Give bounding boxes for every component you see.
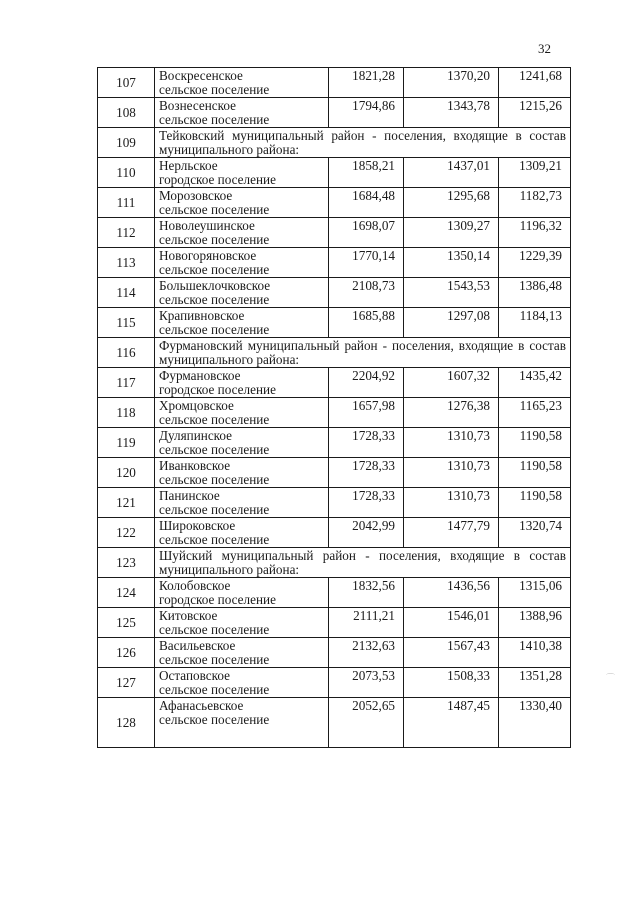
tariff-value-3: 1190,58: [499, 488, 571, 518]
table-row: [98, 578, 571, 608]
district-title: Тейковский муниципальный район - поселения, входящие в состав муниципального района:: [155, 128, 571, 158]
settlement-name: [155, 458, 329, 488]
district-header-row: [98, 338, 571, 368]
settlement-title: Колобовское: [159, 578, 231, 593]
settlement-type: сельское поселение: [159, 262, 270, 277]
tariff-value-3: 1165,23: [499, 398, 571, 428]
tariff-value-3: 1190,58: [499, 428, 571, 458]
tariff-value-2: 1310,73: [404, 488, 499, 518]
settlement-title: Васильевское: [159, 638, 236, 653]
row-number: 115: [98, 308, 155, 338]
row-number: 116: [98, 338, 155, 368]
tariff-value-3: 1184,13: [499, 308, 571, 338]
settlement-type: сельское поселение: [159, 292, 270, 307]
settlement-type: сельское поселение: [159, 412, 270, 427]
table-row: [98, 158, 571, 188]
settlement-title: Китовское: [159, 608, 218, 623]
settlement-name: [155, 218, 329, 248]
settlement-title: Дуляпинское: [159, 428, 233, 443]
settlement-name: [155, 158, 329, 188]
settlement-title: Фурмановское: [159, 368, 241, 383]
settlement-name: [155, 398, 329, 428]
tariff-value-2: 1546,01: [404, 608, 499, 638]
row-number: 122: [98, 518, 155, 548]
settlement-title: Нерльское: [159, 158, 218, 173]
tariff-value-2: 1310,73: [404, 428, 499, 458]
settlement-type: сельское поселение: [159, 202, 270, 217]
tariff-value-3: 1309,21: [499, 158, 571, 188]
settlement-name: [155, 518, 329, 548]
tariff-value-2: 1436,56: [404, 578, 499, 608]
row-number: 127: [98, 668, 155, 698]
settlement-title: Широковское: [159, 518, 236, 533]
settlement-type: сельское поселение: [159, 442, 270, 457]
tariff-value-1: 2132,63: [329, 638, 404, 668]
tariff-value-1: 2052,65: [329, 698, 404, 748]
settlement-type: сельское поселение: [159, 472, 270, 487]
tariff-value-2: 1508,33: [404, 668, 499, 698]
settlement-title: Крапивновское: [159, 308, 245, 323]
tariff-value-1: 1821,28: [329, 68, 404, 98]
district-header-row: [98, 128, 571, 158]
tariff-value-2: 1310,73: [404, 458, 499, 488]
table-row: [98, 98, 571, 128]
tariff-value-1: 2042,99: [329, 518, 404, 548]
settlement-type: сельское поселение: [159, 322, 270, 337]
row-number: 121: [98, 488, 155, 518]
tariff-value-2: 1477,79: [404, 518, 499, 548]
table-row: [98, 638, 571, 668]
row-number: 119: [98, 428, 155, 458]
row-number: 111: [98, 188, 155, 218]
settlement-type: сельское поселение: [159, 712, 270, 727]
settlement-name: [155, 428, 329, 458]
tariff-value-2: 1309,27: [404, 218, 499, 248]
district-title: Шуйский муниципальный район - поселения, входящие в состав муниципального района:: [155, 548, 571, 578]
settlement-title: Новогоряновское: [159, 248, 257, 263]
table-row: [98, 278, 571, 308]
settlement-type: городское поселение: [159, 382, 276, 397]
settlement-name: [155, 668, 329, 698]
tariff-value-2: 1350,14: [404, 248, 499, 278]
settlement-type: сельское поселение: [159, 682, 270, 697]
settlement-type: городское поселение: [159, 592, 276, 607]
tariff-value-2: 1543,53: [404, 278, 499, 308]
row-number: 107: [98, 68, 155, 98]
settlement-name: [155, 188, 329, 218]
tariff-value-3: 1435,42: [499, 368, 571, 398]
settlement-name: [155, 578, 329, 608]
settlement-type: сельское поселение: [159, 532, 270, 547]
settlement-title: Большеклочковское: [159, 278, 271, 293]
tariff-value-3: 1241,68: [499, 68, 571, 98]
row-number: 124: [98, 578, 155, 608]
tariff-value-1: 1832,56: [329, 578, 404, 608]
settlement-name: [155, 248, 329, 278]
tariff-value-1: 1728,33: [329, 458, 404, 488]
table-row: [98, 428, 571, 458]
settlement-name: [155, 638, 329, 668]
tariff-value-2: 1487,45: [404, 698, 499, 748]
tariff-value-1: 2108,73: [329, 278, 404, 308]
table-row: [98, 248, 571, 278]
settlement-type: сельское поселение: [159, 232, 270, 247]
settlement-type: сельское поселение: [159, 502, 270, 517]
row-number: 125: [98, 608, 155, 638]
page-number: 32: [538, 41, 551, 56]
table-row: [98, 188, 571, 218]
tariff-value-3: 1196,32: [499, 218, 571, 248]
tariff-value-2: 1343,78: [404, 98, 499, 128]
settlement-title: Афанасьевское: [159, 698, 244, 713]
settlement-name: [155, 698, 329, 748]
tariff-value-1: 1698,07: [329, 218, 404, 248]
table-row: [98, 518, 571, 548]
tariff-value-3: 1386,48: [499, 278, 571, 308]
row-number: 118: [98, 398, 155, 428]
table-row: [98, 608, 571, 638]
settlement-title: Иванковское: [159, 458, 231, 473]
scan-mark: ⌒: [606, 673, 616, 683]
row-number: 113: [98, 248, 155, 278]
row-number: 108: [98, 98, 155, 128]
tariff-value-1: 2073,53: [329, 668, 404, 698]
tariff-value-1: 1657,98: [329, 398, 404, 428]
settlement-title: Панинское: [159, 488, 220, 503]
tariff-value-2: 1437,01: [404, 158, 499, 188]
settlement-name: [155, 68, 329, 98]
row-number: 112: [98, 218, 155, 248]
settlement-name: [155, 608, 329, 638]
tariff-value-3: 1320,74: [499, 518, 571, 548]
tariff-value-1: 1684,48: [329, 188, 404, 218]
settlement-type: сельское поселение: [159, 82, 270, 97]
settlement-type: сельское поселение: [159, 622, 270, 637]
table-row: [98, 218, 571, 248]
row-number: 110: [98, 158, 155, 188]
settlement-name: [155, 368, 329, 398]
tariff-value-2: 1276,38: [404, 398, 499, 428]
tariff-value-1: 1685,88: [329, 308, 404, 338]
table-row: [98, 308, 571, 338]
settlement-name: [155, 488, 329, 518]
tariff-value-1: 1728,33: [329, 488, 404, 518]
row-number: 117: [98, 368, 155, 398]
tariff-value-3: 1330,40: [499, 698, 571, 748]
settlement-title: Воскресенское: [159, 68, 243, 83]
row-number: 109: [98, 128, 155, 158]
tariff-value-3: 1351,28: [499, 668, 571, 698]
tariff-value-2: 1295,68: [404, 188, 499, 218]
settlement-title: Остаповское: [159, 668, 230, 683]
row-number: 128: [98, 698, 155, 748]
table-row: [98, 458, 571, 488]
row-number: 126: [98, 638, 155, 668]
settlement-name: [155, 308, 329, 338]
tariff-value-3: 1229,39: [499, 248, 571, 278]
settlement-name: [155, 98, 329, 128]
tariff-value-3: 1215,26: [499, 98, 571, 128]
tariff-value-2: 1370,20: [404, 68, 499, 98]
tariff-value-2: 1607,32: [404, 368, 499, 398]
table-row: [98, 698, 571, 748]
tariff-value-1: 1770,14: [329, 248, 404, 278]
row-number: 120: [98, 458, 155, 488]
table-row: [98, 368, 571, 398]
settlement-title: Хромцовское: [159, 398, 234, 413]
table-row: [98, 668, 571, 698]
table-row: [98, 398, 571, 428]
tariff-value-3: 1388,96: [499, 608, 571, 638]
settlement-type: сельское поселение: [159, 112, 270, 127]
settlement-name: [155, 278, 329, 308]
row-number: 123: [98, 548, 155, 578]
district-title: Фурмановский муниципальный район - поселения, входящие в состав муниципального района:: [155, 338, 571, 368]
tariff-value-1: 2111,21: [329, 608, 404, 638]
tariff-value-1: 2204,92: [329, 368, 404, 398]
tariff-value-2: 1567,43: [404, 638, 499, 668]
tariff-value-3: 1190,58: [499, 458, 571, 488]
tariff-value-1: 1858,21: [329, 158, 404, 188]
tariff-value-1: 1728,33: [329, 428, 404, 458]
tariff-value-3: 1182,73: [499, 188, 571, 218]
settlement-title: Новолеушинское: [159, 218, 255, 233]
tariff-value-3: 1410,38: [499, 638, 571, 668]
tariff-table: [97, 67, 571, 748]
settlement-type: сельское поселение: [159, 652, 270, 667]
row-number: 114: [98, 278, 155, 308]
tariff-table-body: [98, 68, 571, 748]
tariff-value-3: 1315,06: [499, 578, 571, 608]
table-row: [98, 488, 571, 518]
table-row: [98, 68, 571, 98]
settlement-type: городское поселение: [159, 172, 276, 187]
settlement-title: Морозовское: [159, 188, 233, 203]
district-header-row: [98, 548, 571, 578]
tariff-value-2: 1297,08: [404, 308, 499, 338]
settlement-title: Вознесенское: [159, 98, 236, 113]
tariff-value-1: 1794,86: [329, 98, 404, 128]
